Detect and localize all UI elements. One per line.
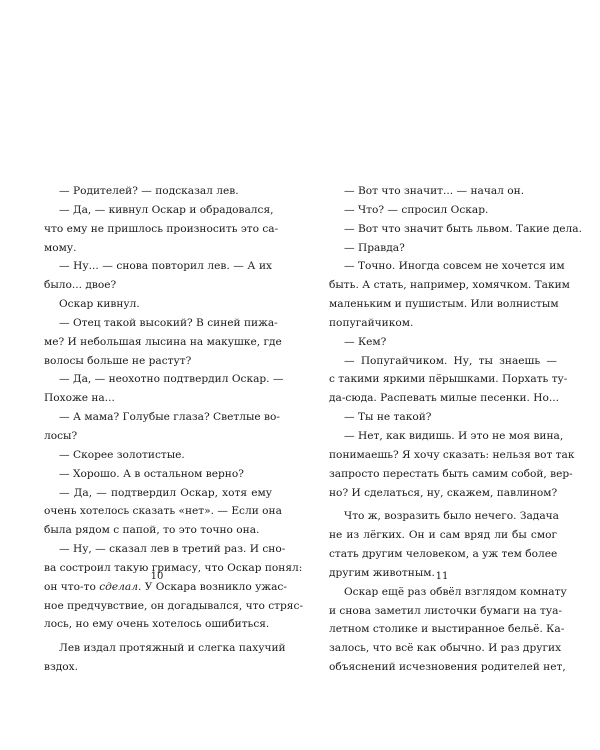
text-line: да-сюда. Распевать милые песенки. Но... <box>329 392 559 405</box>
text-line: и снова заметил листочки бумаги на туа- <box>329 604 562 617</box>
right-page-text <box>329 182 582 677</box>
text-line: — Попугайчиком. Ну, ты знаешь — <box>344 354 557 367</box>
text-line: вздох. <box>44 661 78 674</box>
text-line: понимаешь? Я хочу сказать: нельзя вот так <box>329 448 575 461</box>
text-line: лось, но ему очень хотелось ошибиться. <box>44 618 270 631</box>
text-line: — Точно. Иногда совсем не хочется им <box>344 260 565 273</box>
text-line: — Родителей? — подсказал лев. <box>59 185 239 197</box>
text-line: но? И сделаться, ну, скажем, павлином? <box>329 486 558 499</box>
text-line: что ему не пришлось произносить это са- <box>44 222 279 235</box>
text-line: — Нет, как видишь. И это не моя вина, <box>344 429 564 442</box>
text-line: залось, что всё как обычно. И раз других <box>329 642 562 655</box>
text-line: волосы больше не растут? <box>44 354 192 367</box>
text-line: маленьким и пушистым. Или волнистым <box>329 298 559 311</box>
text-line: ное предчувствие, он догадывался, что стряс- <box>44 599 304 612</box>
right-page-number: 11 <box>435 571 449 582</box>
text-line: летном столике и выстиранное бельё. Ка- <box>329 623 565 636</box>
text-line: — Ну... — снова повторил лев. — А их <box>59 260 272 273</box>
text-line: Лев издал протяжный и слегка пахучий <box>59 642 286 655</box>
text-line: — Скорее золотистые. <box>59 448 185 461</box>
text-line: попугайчиком. <box>329 316 414 329</box>
left-page-text <box>44 182 304 677</box>
text-line: запросто перестать быть самим собой, вер- <box>329 467 573 480</box>
text-line: — Да, — подтвердил Оскар, хотя ему <box>59 486 272 499</box>
text-line: — Да, — неохотно подтвердил Оскар. — <box>59 373 284 386</box>
text-line: — А мама? Голубые глаза? Светлые во- <box>59 411 280 424</box>
text-line: стать другим человеком, а уж тем более <box>329 548 558 561</box>
text-line: лосы? <box>44 429 78 442</box>
text-line: было... двое? <box>44 279 117 292</box>
text-line: — Хорошо. А в остальном верно? <box>59 467 244 480</box>
text-line: Оскар кивнул. <box>59 298 140 311</box>
text-line: — Кем? <box>344 335 387 348</box>
text-line: другим животным. <box>329 566 435 579</box>
text-line: он что-то сделал. У Оскара возникло ужас- <box>44 580 287 593</box>
text-line: с такими яркими пёрышками. Порхать ту- <box>329 373 568 386</box>
text-line: Оскар ещё раз обвёл взглядом комнату <box>344 585 567 598</box>
text-line: Похоже на... <box>44 392 115 405</box>
text-line: — Правда? <box>344 241 405 254</box>
left-page-number: 10 <box>150 571 164 582</box>
text-line: быть. А стать, например, хомячком. Таким <box>329 279 570 292</box>
text-line: не из лёгких. Он и сам вряд ли бы смог <box>329 529 557 542</box>
text-line: — Ты не такой? <box>344 411 432 424</box>
text-line: ме? И небольшая лысина на макушке, где <box>44 335 282 348</box>
text-line: очень хотелось сказать «нет». — Если она <box>44 505 282 518</box>
text-line: — Отец такой высокий? В синей пижа- <box>59 316 278 329</box>
text-line: — Что? — спросил Оскар. <box>344 203 489 216</box>
text-line: — Ну, — сказал лев в третий раз. И сно- <box>59 543 286 556</box>
text-line: объяснений исчезновения родителей нет, <box>329 661 566 674</box>
text-line: ва состроил такую гримасу, что Оскар понял: <box>44 561 303 574</box>
text-line: — Вот что значит... — начал он. <box>344 185 525 197</box>
text-line: — Вот что значит быть львом. Такие дела. <box>344 222 582 235</box>
text-line: мому. <box>44 241 77 254</box>
text-line: была рядом с папой, то это точно она. <box>44 524 260 537</box>
text-line: Что ж, возразить было нечего. Задача <box>344 510 559 523</box>
text-line: — Да, — кивнул Оскар и обрадовался, <box>59 203 274 216</box>
